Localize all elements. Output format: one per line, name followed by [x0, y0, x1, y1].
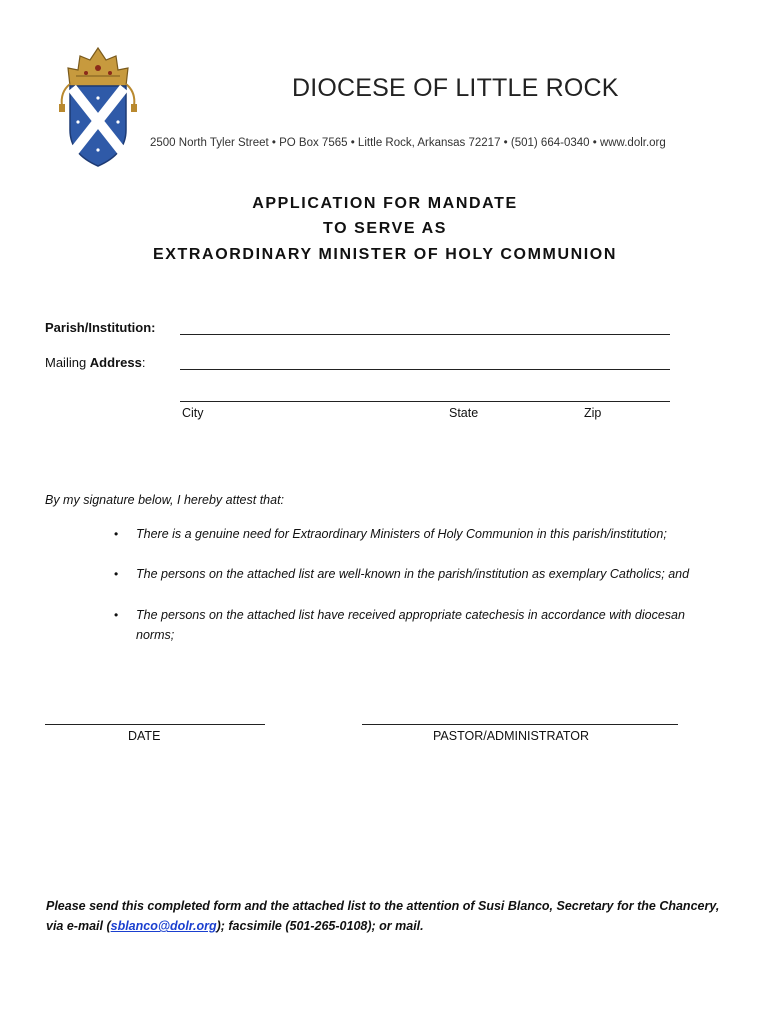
organization-name: DIOCESE OF LITTLE ROCK: [292, 74, 619, 102]
bullet-icon: •: [114, 608, 119, 622]
zip-label: Zip: [584, 406, 602, 420]
diocese-coat-of-arms-icon: [56, 46, 140, 168]
bullet-icon: •: [114, 567, 119, 581]
bullet-icon: •: [114, 527, 119, 541]
date-label: DATE: [128, 729, 161, 743]
city-label: City: [182, 406, 204, 420]
form-title-line-1: APPLICATION FOR MANDATE: [252, 195, 518, 212]
city-state-zip-field[interactable]: [180, 401, 670, 402]
attestation-item-3: The persons on the attached list have received appropriate catechesis in accordance with diocesan: [136, 608, 685, 622]
attestation-item-2: The persons on the attached list are well-known in the parish/institution as exemplary Catholics; and: [136, 567, 690, 581]
email-link[interactable]: sblanco@dolr.org: [110, 919, 217, 933]
pastor-signature-field[interactable]: [362, 724, 678, 725]
date-field[interactable]: [45, 724, 265, 725]
organization-address: 2500 North Tyler Street • PO Box 7565 • Little Rock, Arkansas 72217 • (501) 664-0340 • www.dolr.org: [150, 137, 666, 149]
attestation-item-1: There is a genuine need for Extraordinary Ministers of Holy Communion in this parish/institution;: [136, 527, 667, 541]
mailing-address-field[interactable]: [180, 369, 670, 370]
attestation-item-3-continued: norms;: [136, 628, 175, 642]
pastor-administrator-label: PASTOR/ADMINISTRATOR: [433, 729, 590, 743]
state-label: State: [449, 406, 479, 420]
form-title-line-3: EXTRAORDINARY MINISTER OF HOLY COMMUNION: [152, 246, 618, 263]
form-title-line-2: TO SERVE AS: [322, 220, 447, 237]
parish-institution-field[interactable]: [180, 334, 670, 335]
submission-instructions: Please send this completed form and the attached list to the attention of Susi Blanco, Secretary for the Chancery, via e-mail (sblanco@dolr.org); facsimile (501-265-0108); or mail.: [46, 899, 720, 933]
attestation-intro: By my signature below, I hereby attest that:: [45, 493, 285, 507]
mailing-address-label: Mailing Address:: [45, 355, 146, 370]
parish-institution-label: Parish/Institution:: [45, 320, 156, 335]
